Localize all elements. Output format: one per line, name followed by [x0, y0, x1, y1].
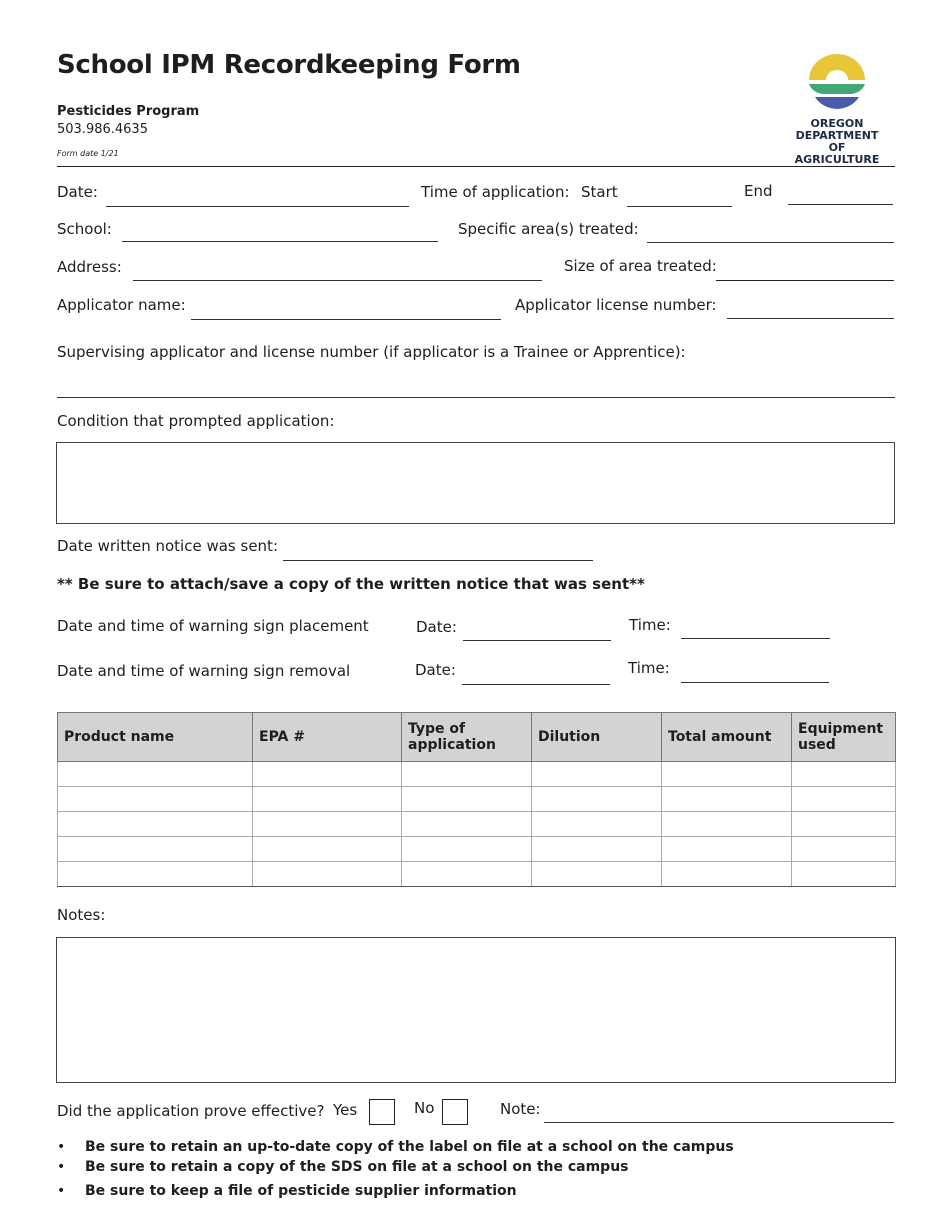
table-cell[interactable] [532, 812, 662, 837]
table-row [58, 812, 896, 837]
table-cell[interactable] [792, 812, 896, 837]
product-table [57, 712, 896, 887]
specific-areas-label: Specific area(s) treated: [458, 220, 639, 238]
column-header-equipment-used: Equipment used [792, 713, 896, 762]
table-cell[interactable] [792, 837, 896, 862]
table-cell[interactable] [662, 812, 792, 837]
column-header-product-name: Product name [58, 713, 253, 762]
attach-notice-reminder: ** Be sure to attach/save a copy of the written notice that was sent** [57, 575, 645, 593]
table-cell[interactable] [253, 787, 402, 812]
table-cell[interactable] [402, 812, 532, 837]
table-cell[interactable] [253, 837, 402, 862]
table-row [58, 862, 896, 887]
notes-label: Notes: [57, 906, 106, 924]
sign-removal-label: Date and time of warning sign removal [57, 662, 351, 680]
time-of-application-label: Time of application: [421, 183, 570, 201]
table-row [58, 762, 896, 787]
applicator-name-field[interactable] [191, 319, 501, 320]
table-cell[interactable] [58, 862, 253, 887]
table-cell[interactable] [662, 787, 792, 812]
placement-time-field[interactable] [681, 638, 830, 639]
table-cell[interactable] [58, 762, 253, 787]
school-label: School: [57, 220, 112, 238]
yes-checkbox[interactable] [369, 1099, 395, 1125]
placement-date-label: Date: [416, 618, 457, 636]
removal-date-label: Date: [415, 661, 456, 679]
table-row [58, 787, 896, 812]
applicator-license-label: Applicator license number: [515, 296, 717, 314]
start-label: Start [581, 183, 618, 201]
supervising-applicator-field[interactable] [57, 397, 895, 398]
specific-areas-field[interactable] [647, 242, 894, 243]
form-title: School IPM Recordkeeping Form [57, 50, 521, 80]
column-header-epa-number: EPA # [253, 713, 402, 762]
start-time-field[interactable] [627, 206, 732, 207]
effective-question: Did the application prove effective? [57, 1102, 325, 1120]
applicator-license-field[interactable] [727, 318, 894, 319]
table-cell[interactable] [662, 862, 792, 887]
school-field[interactable] [122, 241, 438, 242]
table-cell[interactable] [253, 812, 402, 837]
column-header-total-amount: Total amount [662, 713, 792, 762]
notes-textarea[interactable] [56, 937, 896, 1083]
table-cell[interactable] [792, 762, 896, 787]
table-cell[interactable] [402, 762, 532, 787]
condition-textarea[interactable] [56, 442, 895, 524]
no-label: No [414, 1099, 435, 1117]
table-cell[interactable] [253, 862, 402, 887]
column-header-dilution: Dilution [532, 713, 662, 762]
table-cell[interactable] [58, 837, 253, 862]
table-cell[interactable] [532, 762, 662, 787]
oda-logo-text: OREGON DEPARTMENT OF AGRICULTURE [794, 117, 880, 166]
removal-date-field[interactable] [462, 684, 610, 685]
end-label: End [744, 182, 773, 200]
reminder-sds-copy: • Be sure to retain a copy of the SDS on file at a school on the campus [57, 1156, 734, 1178]
date-label: Date: [57, 183, 98, 201]
table-cell[interactable] [58, 787, 253, 812]
address-field[interactable] [133, 280, 542, 281]
yes-label: Yes [333, 1101, 358, 1119]
table-cell[interactable] [58, 812, 253, 837]
no-checkbox[interactable] [442, 1099, 468, 1125]
supervising-applicator-label: Supervising applicator and license number (if applicator is a Trainee or Apprentice): [57, 343, 686, 361]
table-cell[interactable] [662, 837, 792, 862]
table-cell[interactable] [532, 837, 662, 862]
placement-date-field[interactable] [463, 640, 611, 641]
placement-time-label: Time: [629, 616, 671, 634]
table-cell[interactable] [792, 787, 896, 812]
reminder-label-copy: • Be sure to retain an up-to-date copy of the label on file at a school on the campus [57, 1136, 734, 1158]
form-date: Form date 1/21 [57, 149, 119, 158]
table-cell[interactable] [253, 762, 402, 787]
reminder-supplier-info: • Be sure to keep a file of pesticide supplier information [57, 1180, 734, 1202]
table-cell[interactable] [662, 762, 792, 787]
program-name: Pesticides Program [57, 104, 200, 119]
size-of-area-label: Size of area treated: [564, 257, 717, 275]
reminder-list [57, 1136, 734, 1202]
table-cell[interactable] [532, 862, 662, 887]
end-time-field[interactable] [788, 204, 893, 205]
table-cell[interactable] [402, 787, 532, 812]
table-header-row [58, 713, 896, 762]
column-header-type-of-application: Type of application [402, 713, 532, 762]
removal-time-label: Time: [628, 659, 670, 677]
notice-sent-field[interactable] [283, 560, 593, 561]
table-cell[interactable] [402, 862, 532, 887]
table-cell[interactable] [792, 862, 896, 887]
header-divider [57, 166, 895, 167]
table-cell[interactable] [532, 787, 662, 812]
table-row [58, 837, 896, 862]
removal-time-field[interactable] [681, 682, 829, 683]
condition-label: Condition that prompted application: [57, 412, 335, 430]
applicator-name-label: Applicator name: [57, 296, 186, 314]
table-cell[interactable] [402, 837, 532, 862]
address-label: Address: [57, 258, 122, 276]
effective-note-label: Note: [500, 1100, 541, 1118]
oda-logo-icon [790, 52, 884, 114]
program-phone: 503.986.4635 [57, 122, 148, 137]
notice-sent-label: Date written notice was sent: [57, 537, 278, 555]
oda-logo [790, 52, 884, 166]
size-of-area-field[interactable] [716, 280, 894, 281]
date-field[interactable] [106, 206, 409, 207]
effective-note-field[interactable] [544, 1122, 894, 1123]
sign-placement-label: Date and time of warning sign placement [57, 617, 369, 635]
